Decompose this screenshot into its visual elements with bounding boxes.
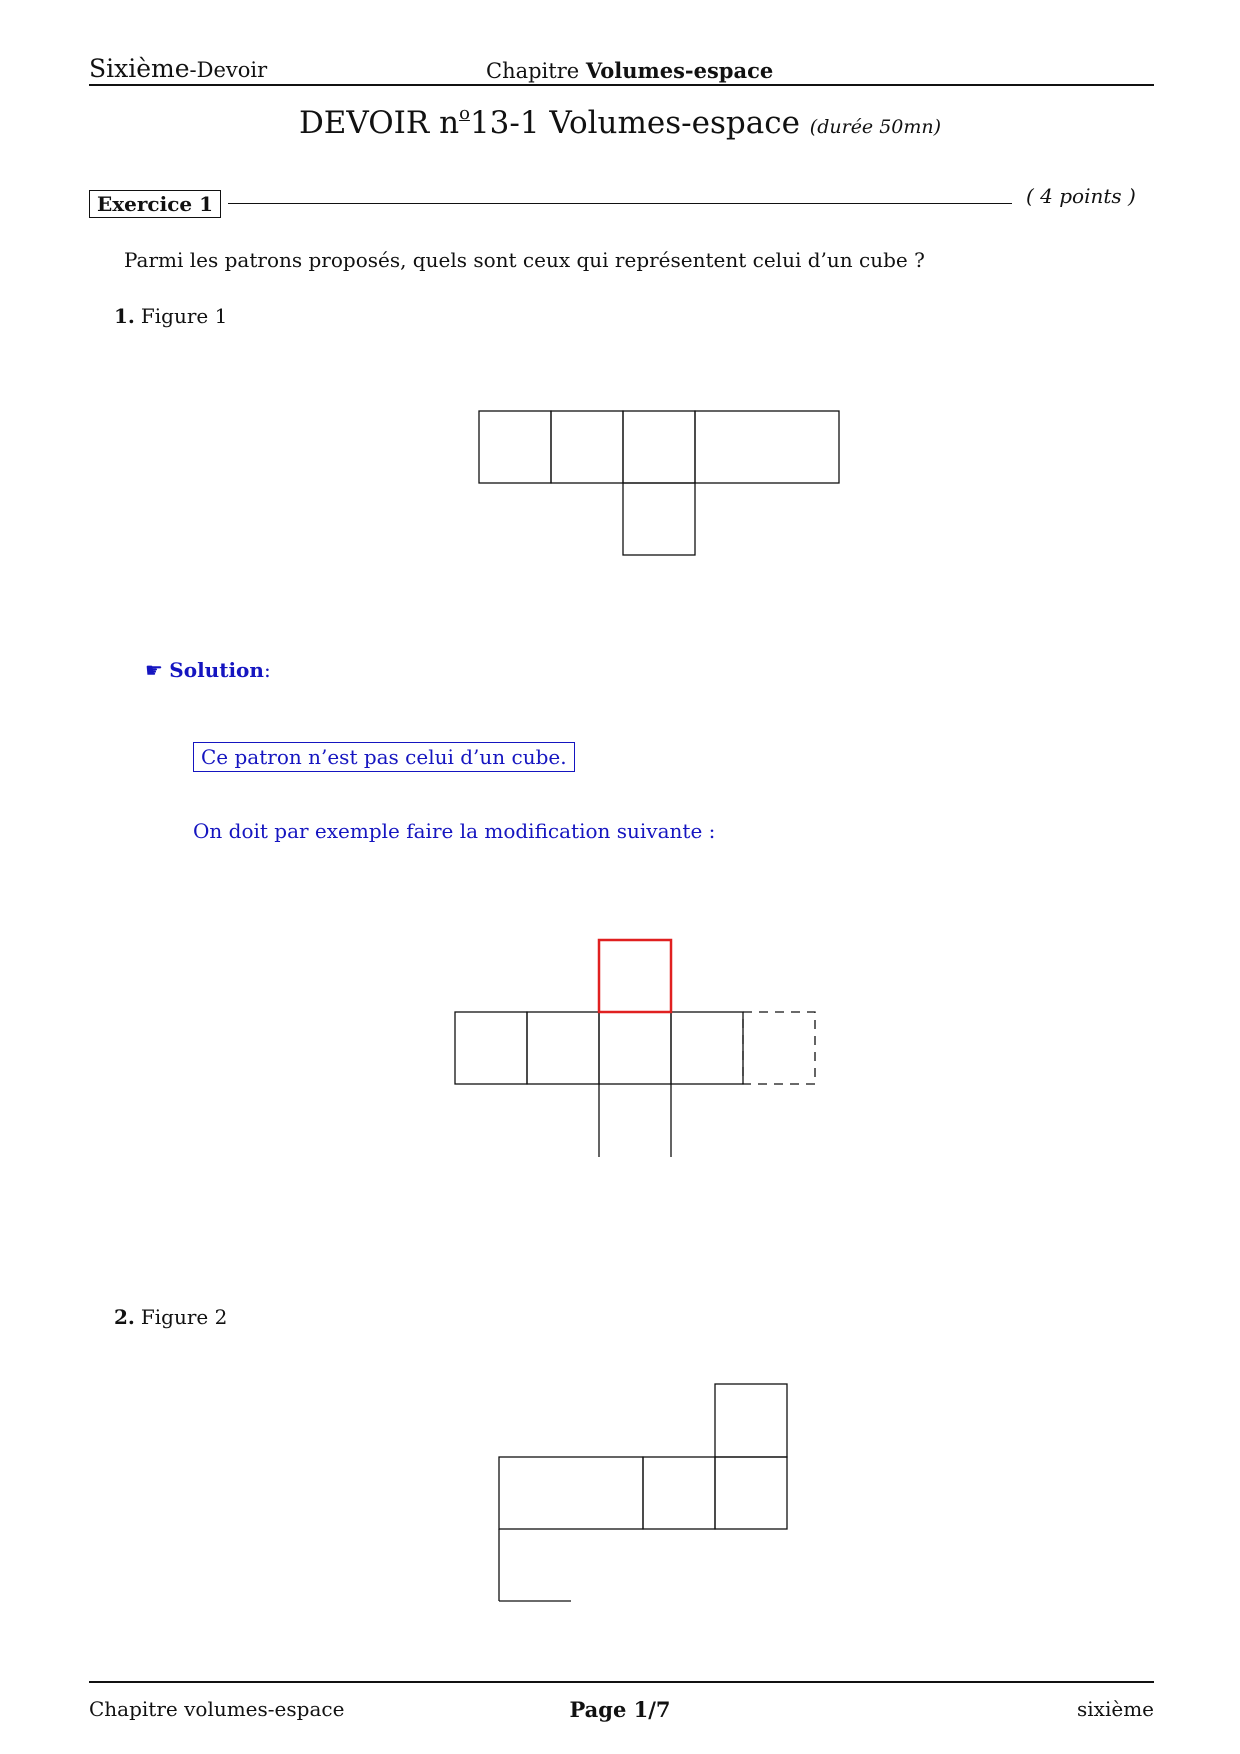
- figure-1-square-c: [623, 411, 695, 483]
- figure-1-wide-rect: [695, 411, 839, 483]
- figure-1-square-below: [623, 483, 695, 555]
- solution-label: Solution: [169, 658, 264, 682]
- solution-figure-net: [455, 940, 815, 1157]
- question-1-label: Figure 1: [140, 304, 228, 328]
- pointing-hand-icon: ☛: [145, 658, 163, 682]
- figure-1-square-a: [479, 411, 551, 483]
- solution-colon: :: [263, 658, 271, 682]
- header-chapter-name: Volumes-espace: [585, 58, 774, 83]
- title-duration: (durée 50mn): [809, 116, 942, 138]
- solution-square-1: [455, 1012, 527, 1084]
- solution-square-2: [527, 1012, 599, 1084]
- figure-2-wide-rect: [499, 1457, 643, 1529]
- figure-1-square-b: [551, 411, 623, 483]
- figure-2-net: [499, 1384, 787, 1601]
- figure-2-top-square: [715, 1384, 787, 1457]
- header-chapter-prefix: Chapitre: [486, 59, 580, 83]
- title-number-sup: o: [459, 103, 470, 124]
- solution-square-3: [599, 1012, 671, 1084]
- solution-red-square: [599, 940, 671, 1012]
- footer-class: sixième: [1077, 1697, 1154, 1721]
- footer-rule: [89, 1681, 1154, 1683]
- footer-page-number: Page 1/7: [569, 1697, 671, 1722]
- question-1-number: 1.: [114, 304, 135, 328]
- solution-modification-text: On doit par exemple faire la modification suivante :: [193, 819, 716, 843]
- header-class: Sixième: [89, 54, 190, 83]
- exercise-intro: Parmi les patrons proposés, quels sont ceux qui représentent celui d’un cube ?: [124, 248, 925, 272]
- title-main: DEVOIR n: [298, 105, 460, 141]
- footer-chapter: Chapitre volumes-espace: [89, 1697, 345, 1721]
- header-type: -Devoir: [189, 58, 268, 82]
- title-rest: 13-1 Volumes-espace: [469, 105, 800, 141]
- exercise-points: ( 4 points ): [1026, 184, 1136, 208]
- solution-answer: Ce patron n’est pas celui d’un cube.: [193, 742, 575, 772]
- solution-square-4: [671, 1012, 743, 1084]
- question-2-label: Figure 2: [140, 1305, 228, 1329]
- figure-2-square-right: [715, 1457, 787, 1529]
- solution-dashed-square: [743, 1012, 815, 1084]
- figure-2-square-mid: [643, 1457, 715, 1529]
- question-2-number: 2.: [114, 1305, 135, 1329]
- figure-1-net: [479, 411, 839, 555]
- exercise-label: Exercice 1: [89, 190, 221, 218]
